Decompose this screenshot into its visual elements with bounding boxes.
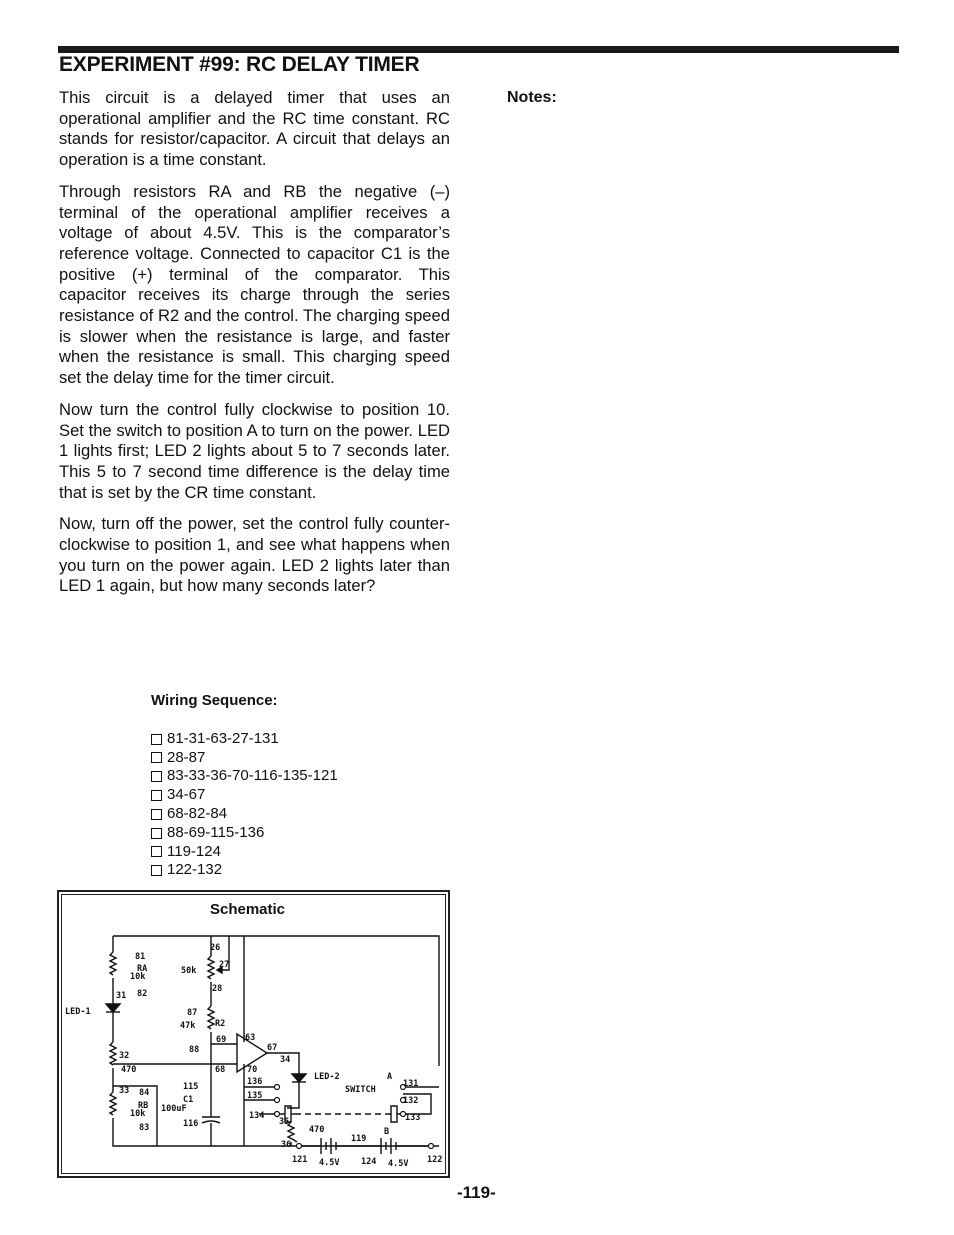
label-r2-value: 47k <box>180 1021 196 1031</box>
wiring-item[interactable] <box>151 730 338 749</box>
wiring-item-label: 68-82-84 <box>167 804 228 822</box>
wiring-item-label: 83-33-36-70-116-135-121 <box>167 767 338 785</box>
label-470b: 470 <box>309 1125 325 1135</box>
label-119: 119 <box>351 1134 367 1144</box>
wiring-item-label: 119-124 <box>167 842 221 860</box>
wiring-item-label: 88-69-115-136 <box>167 823 265 841</box>
wiring-item[interactable] <box>151 805 338 824</box>
label-63: 63 <box>245 1033 256 1043</box>
label-67: 67 <box>267 1043 278 1053</box>
label-81: 81 <box>135 952 146 962</box>
label-switch-a: A <box>387 1072 393 1082</box>
label-136: 136 <box>247 1077 263 1087</box>
label-switch-b: B <box>384 1127 390 1137</box>
wiring-item-label: 34-67 <box>167 786 206 804</box>
body-text <box>59 88 450 608</box>
label-ra-value: 10k <box>130 972 146 982</box>
label-70: 70 <box>247 1065 258 1075</box>
page-title: EXPERIMENT #99: RC DELAY TIMER <box>59 53 420 76</box>
label-133: 133 <box>405 1113 421 1123</box>
wiring-item[interactable] <box>151 749 338 768</box>
wiring-list <box>151 730 338 880</box>
label-c1: C1 <box>183 1095 194 1105</box>
label-32: 32 <box>119 1051 130 1061</box>
label-84: 84 <box>139 1088 150 1098</box>
label-c1-value: 100uF <box>161 1104 187 1114</box>
checkbox-icon[interactable] <box>151 809 162 820</box>
checkbox-icon[interactable] <box>151 846 162 857</box>
label-pot-value: 50k <box>181 966 197 976</box>
label-31: 31 <box>116 991 127 1001</box>
label-132: 132 <box>403 1096 419 1106</box>
wiring-item-label: 81-31-63-27-131 <box>167 729 279 747</box>
schematic-frame <box>57 890 450 1178</box>
label-83: 83 <box>139 1123 150 1133</box>
wiring-item[interactable] <box>151 861 338 880</box>
wiring-item[interactable] <box>151 824 338 843</box>
label-135: 135 <box>247 1091 263 1101</box>
label-116: 116 <box>183 1119 199 1129</box>
wiring-title: Wiring Sequence: <box>151 692 278 709</box>
label-36: 36 <box>281 1140 292 1150</box>
label-470a: 470 <box>121 1065 137 1075</box>
label-led2: LED-2 <box>314 1072 340 1082</box>
label-122: 122 <box>427 1155 443 1165</box>
label-121: 121 <box>292 1155 308 1165</box>
schematic-diagram <box>59 892 448 1176</box>
wiring-item[interactable] <box>151 767 338 786</box>
label-26: 26 <box>210 943 221 953</box>
label-led1: LED-1 <box>65 1007 91 1017</box>
label-115: 115 <box>183 1082 199 1092</box>
label-switch: SWITCH <box>345 1085 376 1095</box>
label-27: 27 <box>219 960 230 970</box>
schematic-labels <box>65 943 442 1169</box>
label-69: 69 <box>216 1035 227 1045</box>
label-ra: RA <box>137 964 148 974</box>
label-battery-2: 4.5V <box>388 1159 409 1169</box>
label-battery-1: 4.5V <box>319 1158 340 1168</box>
checkbox-icon[interactable] <box>151 865 162 876</box>
wiring-item-label: 122-132 <box>167 861 223 879</box>
label-28: 28 <box>212 984 223 994</box>
label-rb: RB <box>138 1101 149 1111</box>
label-34: 34 <box>280 1055 291 1065</box>
page-number: -119- <box>457 1183 496 1202</box>
checkbox-icon[interactable] <box>151 734 162 745</box>
wiring-sequence <box>151 692 338 880</box>
label-82: 82 <box>137 989 148 999</box>
wiring-item[interactable] <box>151 843 338 862</box>
checkbox-icon[interactable] <box>151 752 162 763</box>
wiring-item-label: 28-87 <box>167 748 206 766</box>
wiring-item[interactable] <box>151 786 338 805</box>
paragraph: This circuit is a delayed timer that uses an operational amplifier and the RC time constant. RC stands for resistor/capacitor. A circuit that delays an operation is a time constant. <box>59 88 450 170</box>
paragraph: Now turn the control fully clockwise to position 10. Set the switch to position A to turn on the power. LED 1 lights first; LED 2 lights about 5 to 7 seconds later. This 5 to 7 second time difference is the delay time that is set by the CR time constant. <box>59 399 450 502</box>
label-r2: R2 <box>215 1019 226 1029</box>
paragraph: Through resistors RA and RB the negative (–) terminal of the operational amplifier receives a voltage of about 4.5V. This is the comparator’s reference voltage. Connected to capacitor C1 is the positive (+) terminal of the comparator. This capacitor receives its charge through the series resistance of R2 and the control. The charging speed is slower when the resistance is large, and faster when the resistance is small. This charging speed set the delay time for the timer circuit. <box>59 181 450 388</box>
label-35: 35 <box>279 1117 290 1127</box>
schematic-title: Schematic <box>209 901 286 918</box>
label-87: 87 <box>187 1008 198 1018</box>
checkbox-icon[interactable] <box>151 828 162 839</box>
label-134: 134 <box>249 1111 265 1121</box>
top-rule <box>58 46 899 53</box>
label-33: 33 <box>119 1086 130 1096</box>
label-68: 68 <box>215 1065 226 1075</box>
label-88: 88 <box>189 1045 200 1055</box>
checkbox-icon[interactable] <box>151 771 162 782</box>
notes-label: Notes: <box>507 89 557 106</box>
checkbox-icon[interactable] <box>151 790 162 801</box>
label-131: 131 <box>403 1079 419 1089</box>
paragraph: Now, turn off the power, set the control fully counter-clockwise to position 1, and see what happens when you turn on the power again. LED 2 lights later than LED 1 again, but how many seconds later? <box>59 514 450 596</box>
label-rb-value: 10k <box>130 1109 146 1119</box>
label-124: 124 <box>361 1157 377 1167</box>
